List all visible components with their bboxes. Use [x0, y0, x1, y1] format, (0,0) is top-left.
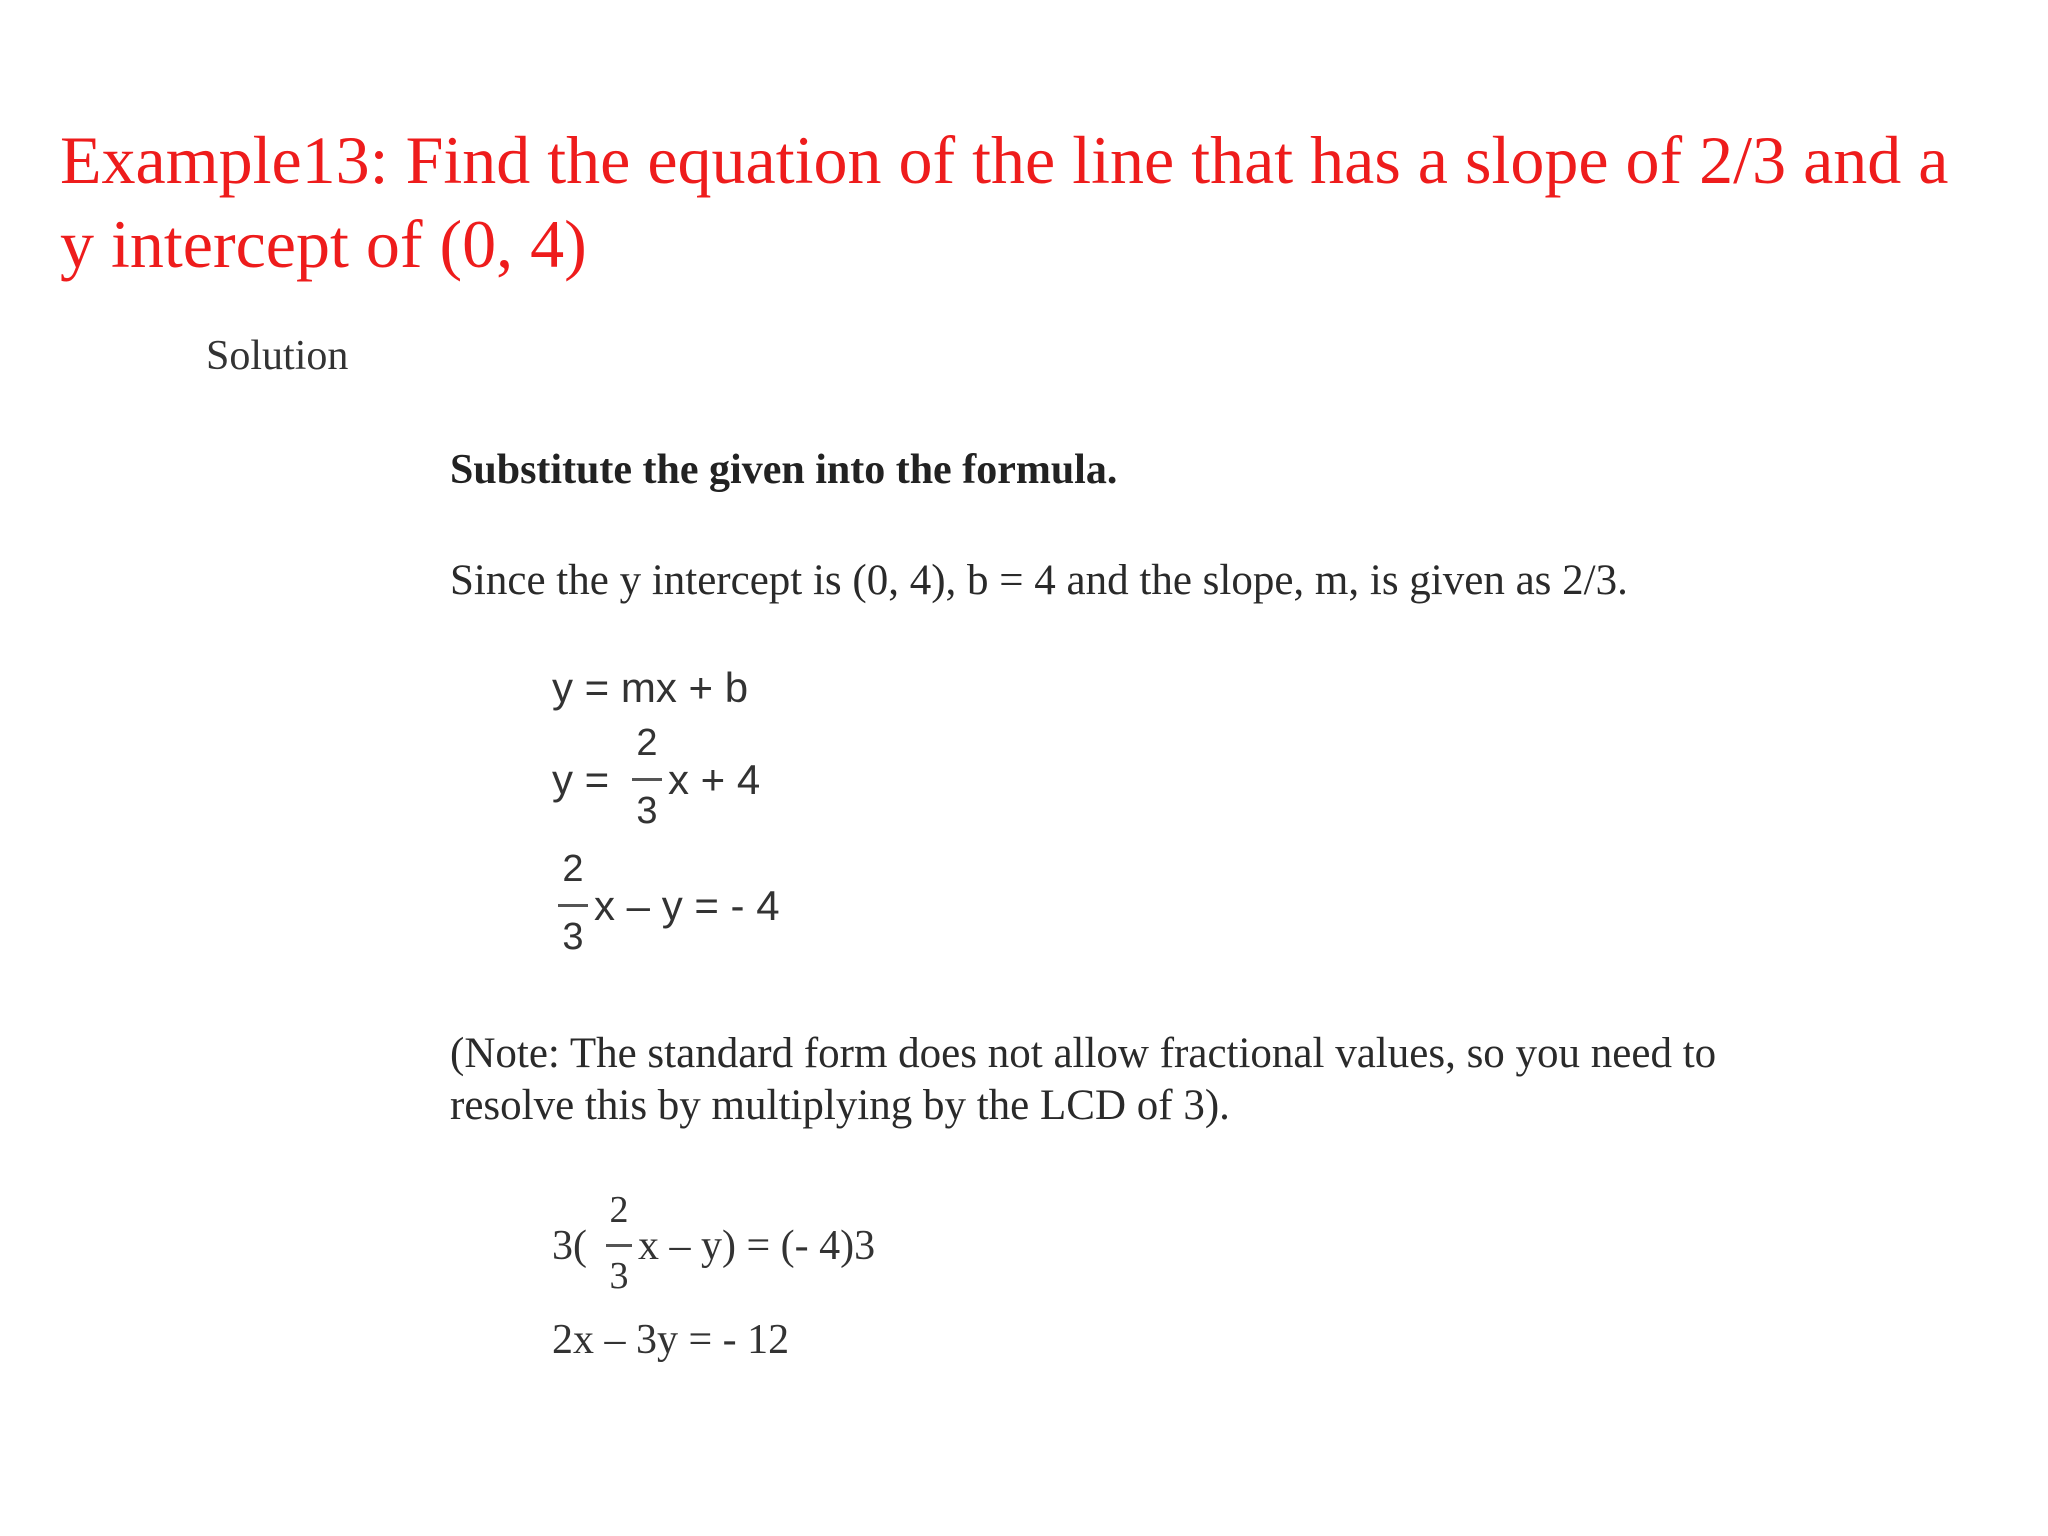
equation-4-denominator: 3: [609, 1255, 629, 1297]
step-heading: Substitute the given into the formula.: [450, 447, 1118, 493]
equation-3-numerator: 2: [562, 848, 584, 890]
equation-3-denominator: 3: [562, 916, 584, 958]
note-line-1: (Note: The standard form does not allow fractional values, so you need to: [450, 1030, 1717, 1077]
equation-2-right: x + 4: [668, 756, 761, 803]
equation-4-right: x – y) = (- 4)3: [638, 1223, 876, 1269]
equation-4-numerator: 2: [609, 1189, 629, 1231]
title-line-1: Example13: Find the equation of the line that has a slope of 2/3 and a: [60, 122, 1949, 198]
title-line-2: y intercept of (0, 4): [60, 206, 587, 282]
equation-3-fraction-bar: [558, 904, 588, 907]
equation-2-fraction-bar: [632, 778, 662, 781]
equation-slope-intercept: y = mx + b: [552, 664, 749, 711]
equation-2-left: y =: [552, 756, 610, 803]
equation-2-denominator: 3: [636, 790, 658, 832]
since-text: Since the y intercept is (0, 4), b = 4 and the slope, m, is given as 2/3.: [450, 557, 1628, 604]
note-line-2: resolve this by multiplying by the LCD of 3).: [450, 1082, 1230, 1129]
equation-standard-form: 2x – 3y = - 12: [552, 1317, 790, 1363]
example-title: [60, 118, 2020, 286]
equation-3-right: x – y = - 4: [594, 882, 780, 929]
equation-4-left: 3(: [552, 1223, 587, 1269]
note-paragraph: [450, 1028, 2010, 1132]
solution-label: Solution: [206, 333, 349, 379]
equation-4-fraction-bar: [606, 1244, 632, 1247]
equation-2-numerator: 2: [636, 722, 658, 764]
